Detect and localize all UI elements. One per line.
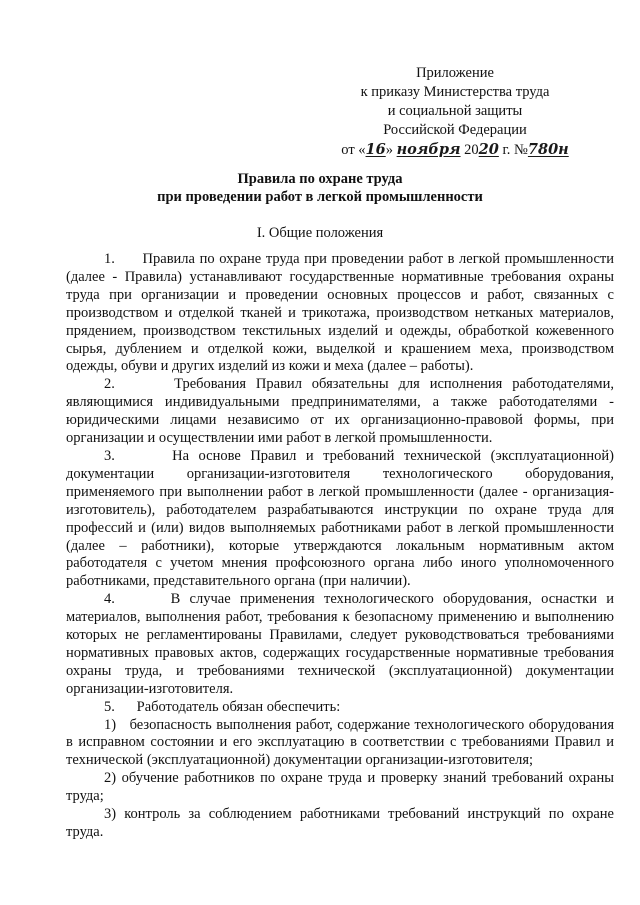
- list-item-3: 3) контроль за соблюдением работниками требований инструкций по охране труда.: [66, 806, 614, 840]
- appendix-line-3: и социальной защиты: [387, 103, 523, 119]
- date-prefix: от «: [341, 142, 366, 158]
- handwritten-month: ноября: [396, 141, 461, 158]
- appendix-line-2: к приказу Министерства труда: [360, 84, 550, 100]
- appendix-line-1: Приложение: [416, 65, 494, 81]
- paragraph-1: 1. Правила по охране труда при проведении работ в легкой промышленности (далее - Правила) устанавливают государственные нормативные требования охраны труда при организации и проведении основных процессов и работ, связанных с производством и отделкой тканей и трикотажа, производством нетканых материалов, прядением, производством текстильных изделий и одежды, обработкой кожевенного сырья, дублением и отделкой кожи, выделкой и крашением меха, производством одежды, обуви и других изделий из кожи и меха (далее – работы).: [66, 251, 614, 375]
- paragraph-4: 4. В случае применения технологического оборудования, оснастки и материалов, выполнения работ, требования к безопасному применению и выполнению которых не регламентированы Правилами, следует руководствоваться требованиями нормативных правовых актов, содержащих государственные нормативные требования охраны труда, и требованиями технической (эксплуатационной) документации организации-изготовителя.: [66, 591, 614, 697]
- document-title-line-1: Правила по охране труда: [237, 171, 403, 187]
- handwritten-order-number: 780н: [527, 141, 569, 158]
- list-item-2: 2) обучение работников по охране труда и проверку знаний требований охраны труда;: [66, 770, 614, 805]
- year-prefix: 20: [460, 142, 479, 158]
- paragraph-3: 3. На основе Правил и требований технической (эксплуатационной) документации организации-изготовителя технологического оборудования, применяемого при выполнении работ в легкой промышленности (далее - организация-изготовитель), работодателем разрабатываются инструкции по охране труда для профессий и (или) видов выполняемых работниками работ в легкой промышленности (далее – работники), которые утверждаются локальным нормативным актом работодателя с учетом мнения профсоюзного органа либо иного уполномоченного работниками, представительного органа (при наличии).: [66, 447, 614, 590]
- list-item-1: 1) безопасность выполнения работ, содержание технологического оборудования в исправном состоянии и его эксплуатацию в соответствии с требованиями Правил и технической (эксплуатационной) документации организации-изготовителя;: [66, 716, 614, 769]
- paragraph-2: 2. Требования Правил обязательны для исполнения работодателями, являющимися индивидуальными предпринимателями, а также работодателями - юридическими лицами независимо от их организационно-правовой формы, при организации и осуществлении ими работ в легкой промышленности.: [66, 376, 614, 447]
- handwritten-year: 20: [478, 141, 499, 158]
- document-title-line-2: при проведении работ в легкой промышленности: [157, 189, 483, 205]
- appendix-line-4: Российской Федерации: [383, 122, 527, 138]
- paragraph-5: 5. Работодатель обязан обеспечить:: [104, 698, 341, 715]
- date-mid: »: [385, 142, 397, 158]
- appendix-date-line: [330, 140, 580, 160]
- appendix-block: [330, 64, 580, 160]
- document-body: [66, 251, 614, 842]
- section-heading: I. Общие положения: [256, 225, 384, 241]
- number-prefix: г. №: [498, 142, 528, 158]
- handwritten-day: 16: [365, 141, 386, 158]
